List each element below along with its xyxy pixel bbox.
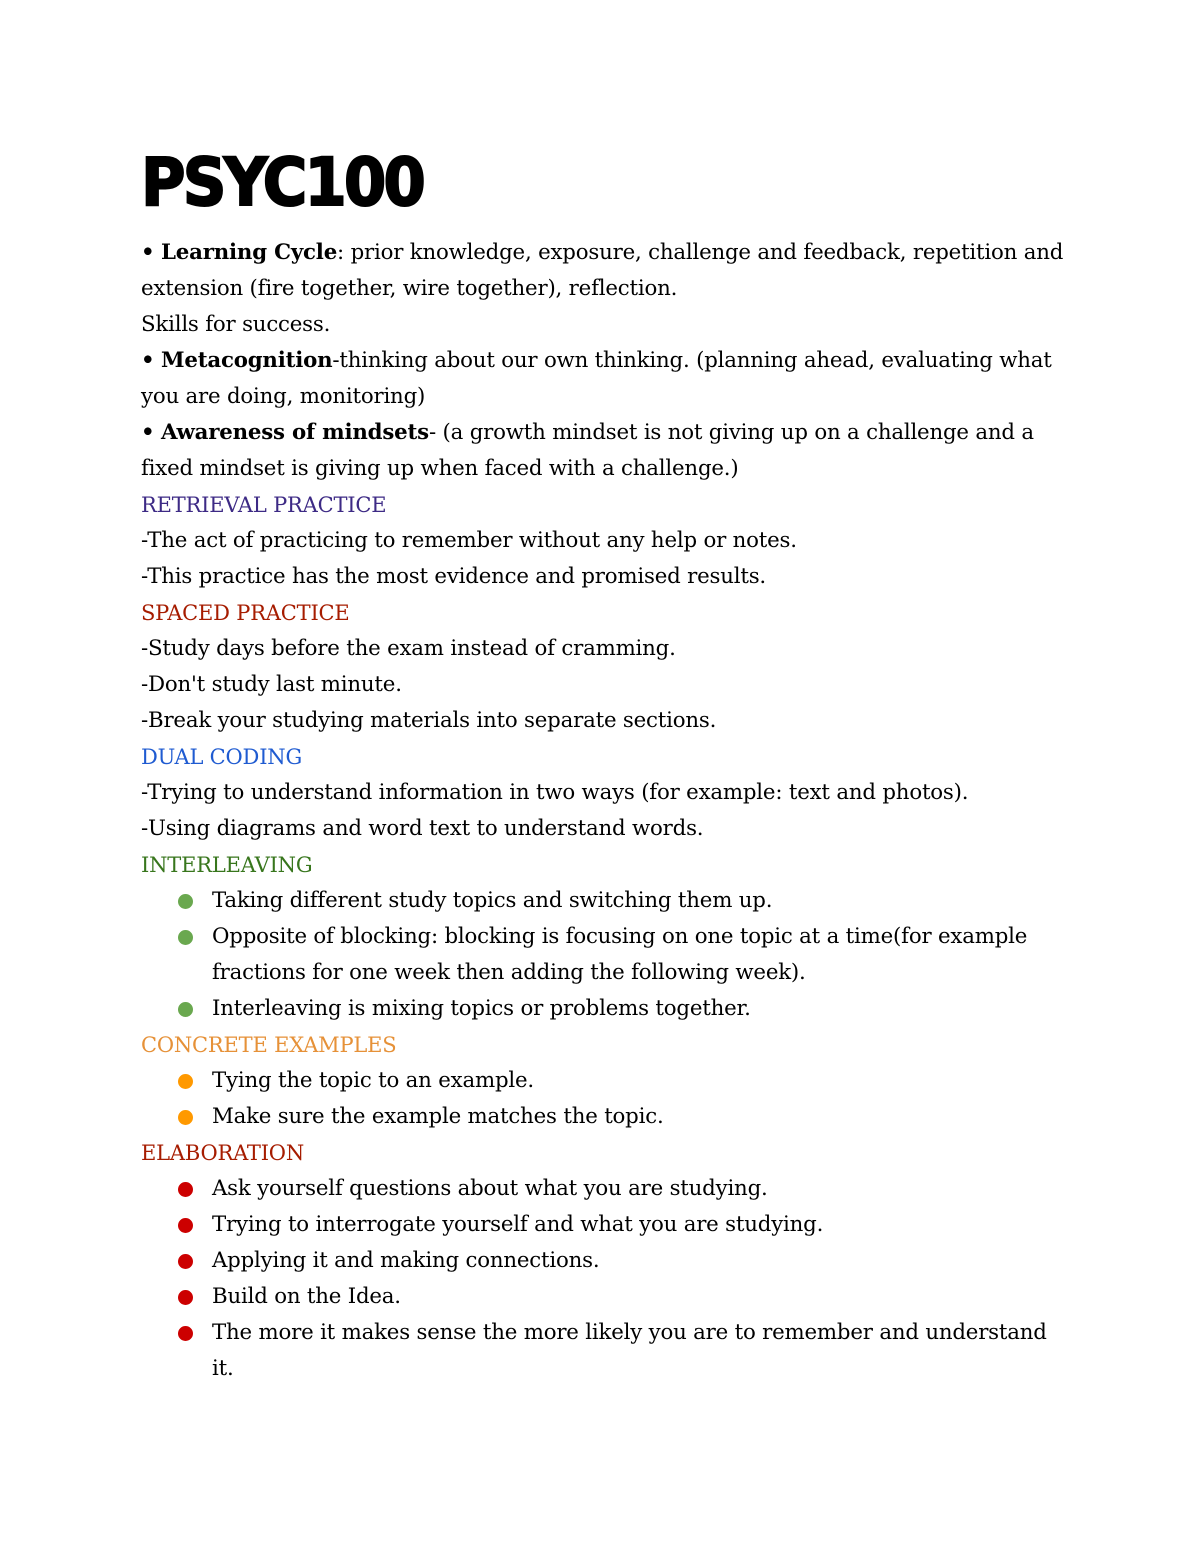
section-heading-elaboration: ELABORATION xyxy=(141,1141,305,1165)
mindsets-text: - (a growth mindset is not giving up on a challenge and a xyxy=(428,420,1034,445)
bullet-dot-icon xyxy=(178,1218,193,1233)
bullet-glyph: • xyxy=(141,348,155,373)
metacognition-term: Metacognition xyxy=(161,348,333,373)
spaced-line: -Break your studying materials into separate sections. xyxy=(141,708,717,733)
bullet-dot-icon xyxy=(178,894,193,909)
list-item xyxy=(178,1207,1061,1243)
section-heading-dual-coding: DUAL CODING xyxy=(141,745,303,769)
mindsets-term: Awareness of mindsets xyxy=(161,420,429,445)
mindsets-line-1 xyxy=(141,415,1061,451)
bullet-dot-icon xyxy=(178,1254,193,1269)
list-item xyxy=(178,1063,1061,1099)
section-heading-retrieval: RETRIEVAL PRACTICE xyxy=(141,493,387,517)
list-item xyxy=(178,1099,1061,1135)
list-item-text: Trying to interrogate yourself and what you are studying. xyxy=(212,1212,824,1237)
learning-cycle-line-2: extension (fire together, wire together), reflection. xyxy=(141,276,678,301)
bullet-dot-icon xyxy=(178,1074,193,1089)
list-item-text: Tying the topic to an example. xyxy=(212,1068,534,1093)
bullet-dot-icon xyxy=(178,930,193,945)
metacognition-text: -thinking about our own thinking. (planning ahead, evaluating what xyxy=(332,348,1052,373)
list-item-text: The more it makes sense the more likely you are to remember and understand xyxy=(212,1320,1047,1345)
bullet-dot-icon xyxy=(178,1002,193,1017)
bullet-dot-icon xyxy=(178,1290,193,1305)
list-item xyxy=(178,991,1061,1027)
learning-cycle-term: Learning Cycle xyxy=(161,240,338,265)
list-item-text: it. xyxy=(212,1356,234,1381)
list-item-text: Taking different study topics and switching them up. xyxy=(212,888,773,913)
list-item xyxy=(178,1243,1061,1279)
list-item-text: Applying it and making connections. xyxy=(212,1248,600,1273)
list-item-continuation xyxy=(178,955,1061,991)
bullet-dot-icon xyxy=(178,1110,193,1125)
list-item xyxy=(178,1171,1061,1207)
metacognition-line-1 xyxy=(141,343,1061,379)
dual-coding-line: -Using diagrams and word text to understand words. xyxy=(141,816,704,841)
list-item-text: Build on the Idea. xyxy=(212,1284,401,1309)
retrieval-line: -This practice has the most evidence and promised results. xyxy=(141,564,766,589)
list-item xyxy=(178,1315,1061,1351)
bullet-dot-icon xyxy=(178,1182,193,1197)
bullet-glyph: • xyxy=(141,420,155,445)
section-heading-interleaving: INTERLEAVING xyxy=(141,853,313,877)
learning-cycle-text: : prior knowledge, exposure, challenge and feedback, repetition and xyxy=(337,240,1064,265)
skills-line: Skills for success. xyxy=(141,312,331,337)
bullet-glyph: • xyxy=(141,240,155,265)
list-item xyxy=(178,883,1061,919)
dual-coding-line: -Trying to understand information in two ways (for example: text and photos). xyxy=(141,780,969,805)
concrete-examples-list xyxy=(141,1063,1061,1135)
section-heading-spaced: SPACED PRACTICE xyxy=(141,601,350,625)
retrieval-line: -The act of practicing to remember without any help or notes. xyxy=(141,528,797,553)
bullet-dot-icon xyxy=(178,1326,193,1341)
list-item-text: Ask yourself questions about what you are studying. xyxy=(212,1176,768,1201)
interleaving-list xyxy=(141,883,1061,1027)
elaboration-list xyxy=(141,1171,1061,1387)
spaced-line: -Study days before the exam instead of cramming. xyxy=(141,636,676,661)
spaced-line: -Don't study last minute. xyxy=(141,672,402,697)
list-item-text: Make sure the example matches the topic. xyxy=(212,1104,664,1129)
document-page xyxy=(141,144,1064,1387)
list-item-text: Interleaving is mixing topics or problems together. xyxy=(212,996,751,1021)
list-item-text: Opposite of blocking: blocking is focusing on one topic at a time(for example xyxy=(212,924,1028,949)
list-item-text: fractions for one week then adding the following week). xyxy=(212,960,806,985)
page-title: PSYC100 xyxy=(141,144,424,221)
list-item-continuation xyxy=(178,1351,1061,1387)
section-heading-concrete-examples: CONCRETE EXAMPLES xyxy=(141,1033,397,1057)
mindsets-line-2: fixed mindset is giving up when faced with a challenge.) xyxy=(141,456,739,481)
learning-cycle-line-1 xyxy=(141,235,1064,271)
list-item xyxy=(178,1279,1061,1315)
list-item xyxy=(178,919,1061,955)
metacognition-line-2: you are doing, monitoring) xyxy=(141,384,426,409)
